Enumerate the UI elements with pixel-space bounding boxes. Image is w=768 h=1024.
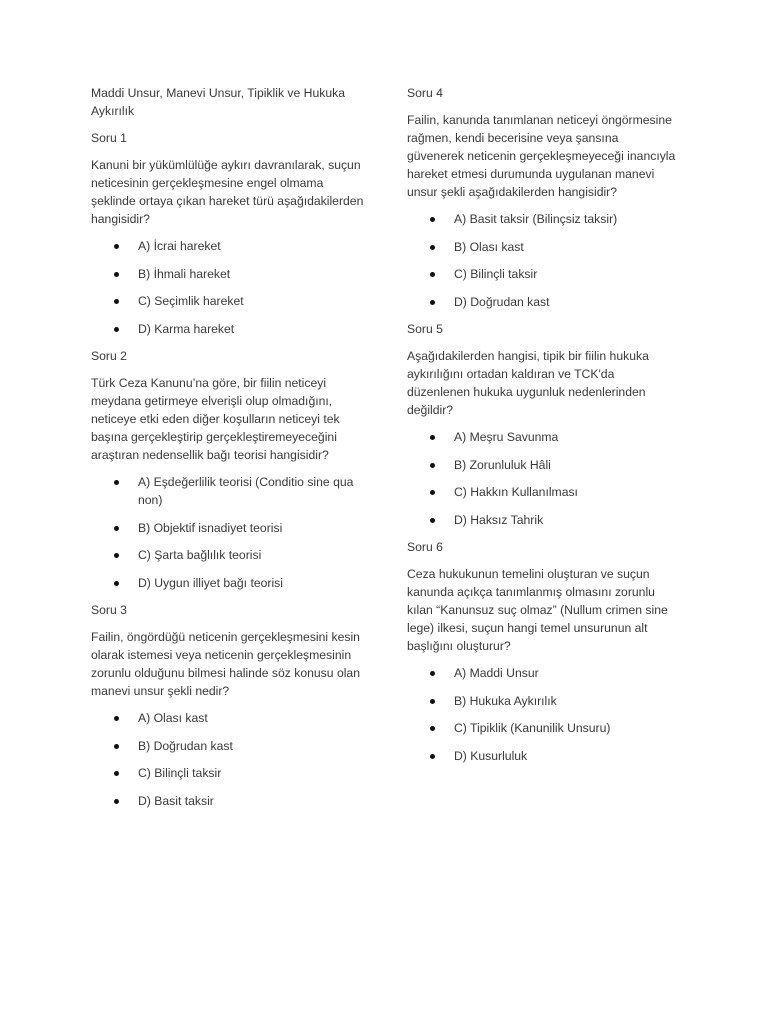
bullet-icon — [114, 526, 119, 531]
option-text: B) Hukuka Aykırılık — [454, 693, 557, 708]
bullet-icon — [430, 518, 435, 523]
option-item — [407, 293, 677, 311]
option-list — [91, 237, 366, 338]
bullet-icon — [114, 480, 119, 485]
option-text: C) Bilinçli taksir — [454, 267, 538, 281]
option-text: D) Kusurluluk — [454, 748, 528, 763]
option-text: D) Doğrudan kast — [454, 294, 550, 309]
bullet-icon — [430, 726, 435, 731]
option-text: A) Eşdeğerlilik teorisi (Conditio sine qua non) — [138, 475, 354, 507]
option-list — [407, 210, 677, 311]
option-item — [407, 238, 677, 256]
option-item — [91, 320, 366, 338]
bullet-icon — [430, 272, 435, 277]
question-label: Soru 2 — [91, 349, 127, 363]
option-text: D) Basit taksir — [138, 793, 214, 808]
bullet-icon — [114, 771, 119, 776]
question-label: Soru 6 — [407, 540, 443, 554]
question-text: Failin, kanunda tanımlanan neticeyi öngörmesine rağmen, kendi becerisine veya şansına güvenerek neticenin gerçekleşmeyeceği inancıyla hareket etmesi durumunda uygulanan manevi unsur şekli aşağıdakilerden hangisidir? — [407, 113, 676, 199]
option-item — [91, 574, 366, 592]
option-text: C) Tipiklik (Kanunilik Unsuru) — [454, 721, 611, 735]
bullet-icon — [430, 245, 435, 250]
option-list — [91, 709, 366, 810]
option-text: A) Maddi Unsur — [454, 666, 539, 680]
option-text: A) İcrai hareket — [138, 239, 221, 253]
bullet-icon — [114, 553, 119, 558]
question-text: Türk Ceza Kanunu’na göre, bir fiilin neticeyi meydana getirmeye elverişli olup olmadığını, neticeye etki eden diğer koşulların neticeyi tek başına gerçekleştirip gerçekleştiremeyeceğini araştıran nedensellik bağı teorisi hangisidir? — [91, 376, 340, 462]
bullet-icon — [430, 435, 435, 440]
option-item — [91, 546, 366, 564]
option-text: A) Meşru Savunma — [454, 430, 559, 444]
option-text: A) Olası kast — [138, 711, 208, 725]
option-item — [91, 265, 366, 283]
option-text: D) Haksız Tahrik — [454, 512, 544, 527]
question-label: Soru 5 — [407, 322, 443, 336]
option-text: B) Olası kast — [454, 239, 524, 254]
option-item — [407, 483, 677, 501]
bullet-icon — [114, 327, 119, 332]
option-item — [91, 519, 366, 537]
question-3 — [91, 601, 366, 810]
question-6 — [407, 538, 677, 765]
option-text: D) Uygun illiyet bağı teorisi — [138, 575, 283, 590]
bullet-icon — [430, 463, 435, 468]
option-item — [91, 709, 366, 727]
option-item — [407, 664, 677, 682]
option-item — [91, 737, 366, 755]
bullet-icon — [430, 217, 435, 222]
option-list — [91, 473, 366, 592]
bullet-icon — [114, 799, 119, 804]
question-text: Failin, öngördüğü neticenin gerçekleşmesini kesin olarak istemesi veya neticenin gerçekleşmesinin zorunlu olduğunu bilmesi halinde söz konusu olan manevi unsur şekli nedir? — [91, 630, 360, 698]
option-item — [91, 473, 366, 509]
option-text: B) Objektif isnadiyet teorisi — [138, 520, 283, 535]
bullet-icon — [114, 581, 119, 586]
option-text: C) Hakkın Kullanılması — [454, 485, 578, 499]
right-column — [407, 84, 677, 774]
question-1 — [91, 129, 366, 338]
option-text: C) Şarta bağlılık teorisi — [138, 548, 262, 562]
option-text: B) İhmali hareket — [138, 266, 231, 281]
question-5 — [407, 320, 677, 529]
question-label: Soru 3 — [91, 603, 127, 617]
option-list — [407, 428, 677, 529]
option-item — [91, 237, 366, 255]
question-label: Soru 1 — [91, 131, 127, 145]
option-text: B) Zorunluluk Hâli — [454, 457, 551, 472]
question-text: Kanuni bir yükümlülüğe aykırı davranılarak, suçun neticesinin gerçekleşmesine engel olmama şeklinde ortaya çıkan hareket türü aşağıdakilerden hangisidir? — [91, 158, 364, 226]
option-text: C) Seçimlik hareket — [138, 294, 244, 308]
bullet-icon — [114, 716, 119, 721]
left-column — [91, 84, 366, 819]
bullet-icon — [114, 244, 119, 249]
bullet-icon — [430, 300, 435, 305]
option-item — [407, 692, 677, 710]
option-item — [91, 764, 366, 782]
bullet-icon — [430, 671, 435, 676]
option-item — [407, 456, 677, 474]
bullet-icon — [430, 754, 435, 759]
bullet-icon — [114, 744, 119, 749]
bullet-icon — [114, 299, 119, 304]
question-text: Ceza hukukunun temelini oluşturan ve suçun kanunda açıkça tanımlanmış olmasını zorunlu kılan “Kanunsuz suç olmaz” (Nullum crimen sine lege) ilkesi, suçun hangi temel unsurunun alt başlığını oluşturur? — [407, 567, 668, 653]
option-text: C) Bilinçli taksir — [138, 766, 222, 780]
option-item — [407, 747, 677, 765]
option-item — [407, 265, 677, 283]
option-item — [407, 511, 677, 529]
option-list — [407, 664, 677, 765]
option-item — [407, 719, 677, 737]
page-title: Maddi Unsur, Manevi Unsur, Tipiklik ve Hukuka Aykırılık — [91, 86, 346, 118]
question-4 — [407, 84, 677, 311]
option-item — [91, 792, 366, 810]
bullet-icon — [430, 699, 435, 704]
option-item — [407, 210, 677, 228]
bullet-icon — [114, 272, 119, 277]
option-text: A) Basit taksir (Bilinçsiz taksir) — [454, 212, 618, 226]
option-text: D) Karma hareket — [138, 321, 235, 336]
option-text: B) Doğrudan kast — [138, 738, 233, 753]
option-item — [91, 292, 366, 310]
bullet-icon — [430, 490, 435, 495]
question-label: Soru 4 — [407, 86, 443, 100]
question-text: Aşağıdakilerden hangisi, tipik bir fiilin hukuka aykırılığını ortadan kaldıran ve TCK'da düzenlenen hukuka uygunluk nedenlerinden değildir? — [407, 349, 649, 417]
question-2 — [91, 347, 366, 592]
option-item — [407, 428, 677, 446]
